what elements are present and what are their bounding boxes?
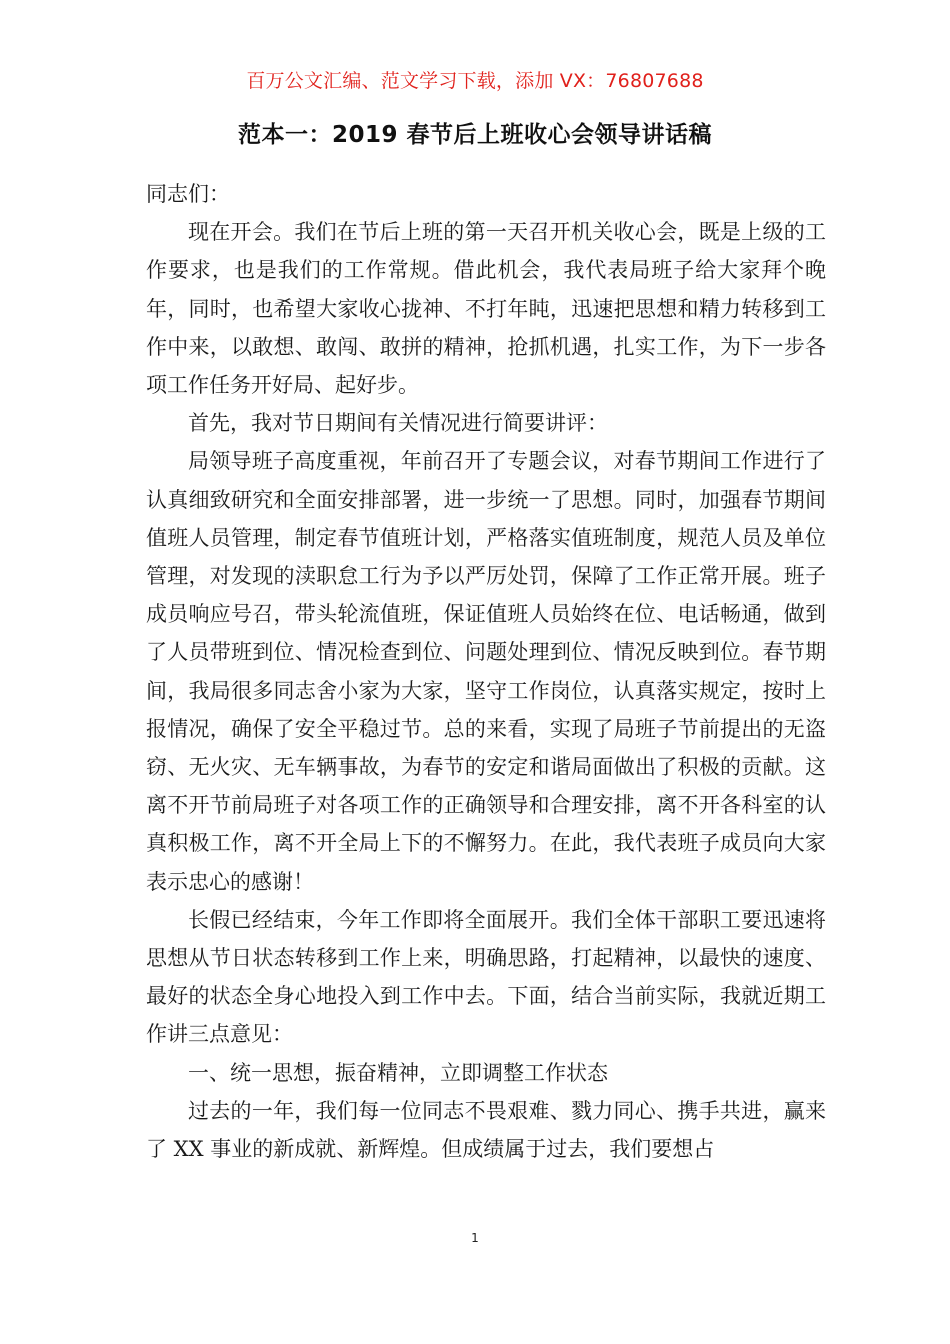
section-heading-one: 一、统一思想，振奋精神，立即调整工作状态 — [188, 1060, 608, 1085]
document-title: 范本一：2019 春节后上班收心会领导讲话稿 — [237, 122, 713, 148]
paragraph-past-year: 过去的一年，我们每一位同志不畏艰难、戮力同心、携手共进，赢来了 XX 事业的新成就、新辉煌。但成绩属于过去，我们要想占 — [146, 1098, 826, 1162]
header-banner: 百万公文汇编、范文学习下载，添加 VX：76807688 — [246, 70, 704, 92]
paragraph-holiday-review: 局领导班子高度重视，年前召开了专题会议，对春节期间工作进行了认真细致研究和全面安排部署，进一步统一了思想。同时，加强春节期间值班人员管理，制定春节值班计划，严格落实值班制度，规范人员及单位管理，对发现的渎职怠工行为予以严厉处罚，保障了工作正常开展。班子成员响应号召，带头轮流值班，保证值班人员始终在位、电话畅通，做到了人员带班到位、情况检查到位、问题处理到位、情况反映到位。春节期间，我局很多同志舍小家为大家，坚守工作岗位，认真落实规定，按时上报情况，确保了安全平稳过节。总的来看，实现了局班子节前提出的无盗窃、无火灾、无车辆事故，为春节的安定和谐局面做出了积极的贡献。这离不开节前局班子对各项工作的正确领导和合理安排，离不开各科室的认真积极工作，离不开全局上下的不懈努力。在此，我代表班子成员向大家表示忠心的感谢！ — [146, 449, 826, 894]
paragraph-work-outlook: 长假已经结束，今年工作即将全面展开。我们全体干部职工要迅速将思想从节日状态转移到工作上来，明确思路，打起精神，以最快的速度、最好的状态全身心地投入到工作中去。下面，结合当前实际，我就近期工作讲三点意见： — [146, 907, 826, 1047]
paragraph-review-intro: 首先，我对节日期间有关情况进行简要讲评： — [188, 411, 608, 436]
paragraph-opening: 现在开会。我们在节后上班的第一天召开机关收心会，既是上级的工作要求，也是我们的工作常规。借此机会，我代表局班子给大家拜个晚年，同时，也希望大家收心拢神、不打年盹，迅速把思想和精力转移到工作中来，以敢想、敢闯、敢拼的精神，抢抓机遇，扎实工作，为下一步各项工作任务开好局、起好步。 — [146, 220, 826, 398]
salutation: 同志们： — [146, 182, 230, 206]
page-number: 1 — [471, 1231, 479, 1245]
document-body — [146, 175, 826, 1168]
